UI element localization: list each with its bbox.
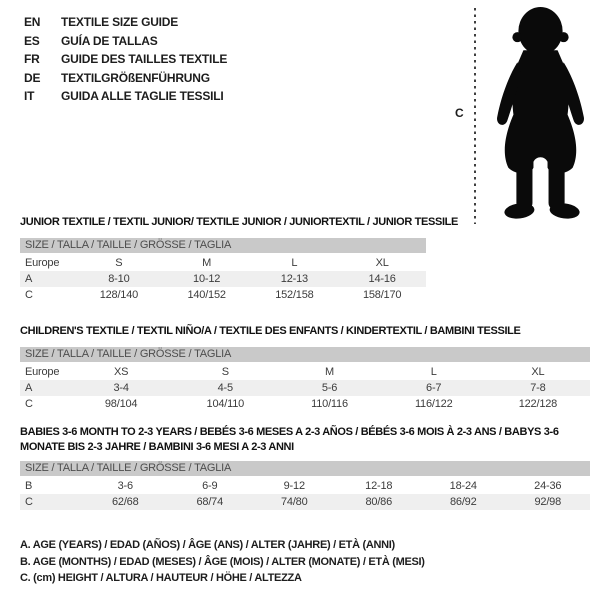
row-label: A <box>25 273 33 285</box>
cell-value: M <box>325 366 334 378</box>
children-table-title: CHILDREN'S TEXTILE / TEXTIL NIÑO/A / TEXTILE DES ENFANTS / KINDERTEXTIL / BAMBINI TESSILE <box>20 325 521 337</box>
cell-value: XS <box>113 366 129 378</box>
cell-value: 7-8 <box>530 382 546 394</box>
table-header-bar: SIZE / TALLA / TAILLE / GRÖSSE / TAGLIA <box>20 461 590 476</box>
table-header-bar: SIZE / TALLA / TAILLE / GRÖSSE / TAGLIA <box>20 347 590 362</box>
cell-value: S <box>221 366 229 378</box>
cell-value: 9-12 <box>283 480 305 492</box>
babies-table-title: BABIES 3-6 MONTH TO 2-3 YEARS / BEBÉS 3-6 MESES A 2-3 AÑOS / BÉBÉS 3-6 MOIS À 2-3 ANS / BABYS 3-6 MONATE BIS 2-3 JAHRE / BAMBINI 3-6 MESI A 2-3 ANNI <box>20 426 559 453</box>
cell-value: 98/104 <box>104 398 138 410</box>
cell-value: 122/128 <box>518 398 558 410</box>
cell-value: 5-6 <box>321 382 338 394</box>
junior-size-table <box>20 238 426 303</box>
cell-value: 6-9 <box>202 480 218 492</box>
junior-table-title: JUNIOR TEXTILE / TEXTIL JUNIOR/ TEXTILE JUNIOR / JUNIORTEXTIL / JUNIOR TESSILE <box>20 216 459 228</box>
legend-line-b: B. AGE (MONTHS) / EDAD (MESES) / ÂGE (MOIS) / ALTER (MONATE) / ETÀ (MESI) <box>20 555 425 568</box>
cell-value: 18-24 <box>449 480 477 492</box>
cell-value: 62/68 <box>111 496 139 508</box>
language-title: GUIDA ALLE TAGLIE TESSILI <box>61 89 224 103</box>
cell-value: 10-12 <box>193 273 221 285</box>
row-label: Europe <box>25 366 60 378</box>
cell-value: 128/140 <box>99 289 139 301</box>
cell-value: 110/116 <box>311 398 348 410</box>
row-label: C <box>25 496 33 508</box>
babies-size-table <box>20 461 590 510</box>
language-title: TEXTILE SIZE GUIDE <box>61 15 179 29</box>
language-title: GUÍA DE TALLAS <box>61 33 158 48</box>
height-measure-label: C <box>455 106 464 120</box>
cell-value: 12-13 <box>280 273 308 285</box>
measure-legend <box>20 537 425 587</box>
cell-value: XL <box>531 366 545 378</box>
language-code: EN <box>24 15 41 29</box>
legend-line-a: A. AGE (YEARS) / EDAD (AÑOS) / ÂGE (ANS) / ALTER (JAHRE) / ETÀ (ANNI) <box>20 539 395 551</box>
cell-value: L <box>291 257 298 269</box>
table-row <box>20 478 590 494</box>
cell-value: XL <box>375 257 389 269</box>
row-label: C <box>25 289 33 301</box>
cell-value: 12-18 <box>365 480 393 492</box>
cell-value: 80/86 <box>365 496 393 508</box>
cell-value: 92/98 <box>534 496 562 508</box>
cell-value: 4-5 <box>217 382 233 394</box>
cell-value: 68/74 <box>196 496 224 508</box>
language-code: DE <box>24 70 41 85</box>
table-row <box>20 255 426 271</box>
cell-value: 3-6 <box>117 480 133 492</box>
baby-silhouette-icon <box>483 4 596 223</box>
children-size-table <box>20 347 590 412</box>
cell-value: 74/80 <box>280 496 308 508</box>
row-label: B <box>25 480 33 492</box>
cell-value: 3-4 <box>113 382 129 394</box>
language-row <box>24 87 227 106</box>
language-code: FR <box>24 52 40 66</box>
cell-value: 140/152 <box>187 289 226 301</box>
row-label: Europe <box>25 257 60 269</box>
cell-value: L <box>430 366 437 378</box>
height-dashed-line <box>474 8 476 224</box>
language-row <box>24 32 227 51</box>
language-row <box>24 50 227 69</box>
row-label: A <box>25 382 33 394</box>
language-row <box>24 69 227 88</box>
cell-value: 158/170 <box>362 289 402 301</box>
table-row <box>20 364 590 380</box>
cell-value: 152/158 <box>275 289 314 301</box>
language-title: GUIDE DES TAILLES TEXTILE <box>61 52 228 66</box>
legend-line-c: C. (cm) HEIGHT / ALTURA / HAUTEUR / HÖHE / ALTEZZA <box>20 572 302 584</box>
cell-value: 104/110 <box>206 398 245 410</box>
table-row <box>20 494 590 510</box>
row-label: C <box>25 398 33 410</box>
table-row <box>20 287 426 303</box>
cell-value: M <box>202 257 212 269</box>
table-header-bar: SIZE / TALLA / TAILLE / GRÖSSE / TAGLIA <box>20 238 426 253</box>
language-code: ES <box>24 33 40 48</box>
table-row <box>20 396 590 412</box>
language-title: TEXTILGRÖßENFÜHRUNG <box>61 70 210 85</box>
language-code: IT <box>24 89 35 103</box>
table-row <box>20 380 590 396</box>
table-row <box>20 271 426 287</box>
cell-value: 14-16 <box>368 273 396 285</box>
cell-value: 8-10 <box>108 273 130 285</box>
cell-value: 24-36 <box>534 480 562 492</box>
language-list <box>24 13 227 106</box>
language-row <box>24 13 227 32</box>
cell-value: S <box>115 257 123 269</box>
cell-value: 116/122 <box>414 398 453 410</box>
cell-value: 6-7 <box>426 382 442 394</box>
cell-value: 86/92 <box>449 496 477 508</box>
